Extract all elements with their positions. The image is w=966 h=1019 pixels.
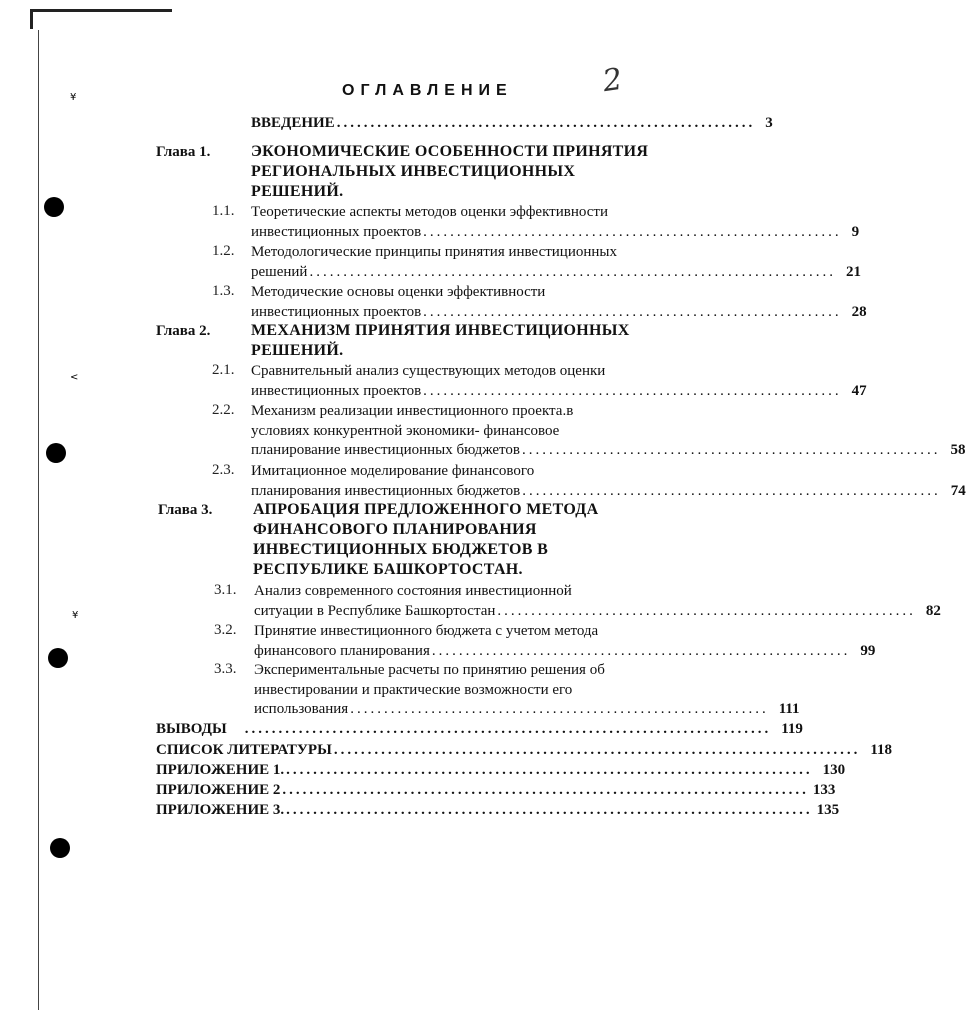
chapter-title-line: РЕШЕНИЙ. bbox=[251, 183, 344, 200]
chapter-title-line: ИНВЕСТИЦИОННЫХ БЮДЖЕТОВ В bbox=[253, 541, 549, 558]
section-line: Теоретические аспекты методов оценки эффективности bbox=[251, 204, 608, 220]
dot-leader: .............................................................................. bbox=[309, 263, 836, 280]
section-entry bbox=[251, 243, 861, 282]
section-number: 1.1. bbox=[212, 203, 235, 219]
section-entry bbox=[251, 462, 966, 501]
scan-speck: ¥ bbox=[72, 610, 79, 621]
dot-leader: .............................................................. bbox=[423, 382, 842, 399]
dot-leader: .............................................................. bbox=[423, 303, 842, 320]
dot-leader: .............................................................................. bbox=[282, 782, 809, 798]
section-number: 2.3. bbox=[212, 462, 235, 478]
section-line: решений bbox=[251, 263, 308, 280]
section-line: инвестиционных проектов bbox=[251, 382, 422, 399]
section-page: 74 bbox=[950, 482, 966, 499]
dot-leader: .............................................................. bbox=[336, 115, 756, 131]
section-line: Экспериментальные расчеты по принятию решения об bbox=[254, 662, 605, 678]
toc-tail-item bbox=[156, 800, 840, 820]
section-line: планирования инвестиционных бюджетов bbox=[251, 482, 521, 499]
dot-leader: .............................................................................. bbox=[286, 762, 813, 778]
section-entry bbox=[254, 582, 941, 621]
punch-hole-3 bbox=[48, 648, 68, 668]
dot-leader: .............................................................................. bbox=[286, 802, 813, 818]
dot-leader: .............................................................................. bbox=[333, 742, 861, 758]
scan-edge-top bbox=[30, 9, 172, 12]
toc-intro-page: 3 bbox=[765, 115, 773, 131]
toc-tail-item bbox=[156, 780, 836, 800]
scan-speck: ¥ bbox=[70, 92, 77, 103]
section-page: 47 bbox=[851, 382, 867, 399]
section-line: планирование инвестиционных бюджетов bbox=[251, 442, 520, 458]
section-entry bbox=[251, 203, 860, 242]
section-line: инвестиционных проектов bbox=[251, 223, 422, 240]
section-line: условиях конкурентной экономики- финансовое bbox=[251, 422, 560, 439]
dot-leader: .............................................................. bbox=[350, 701, 769, 717]
chapter-title-line: МЕХАНИЗМ ПРИНЯТИЯ ИНВЕСТИЦИОННЫХ bbox=[251, 322, 630, 339]
dot-leader: .............................................................. bbox=[522, 482, 941, 499]
chapter-title bbox=[251, 142, 671, 202]
section-line: финансового планирования bbox=[254, 642, 430, 659]
section-line: Принятие инвестиционного бюджета с учетом метода bbox=[254, 623, 599, 639]
section-number: 2.1. bbox=[212, 362, 235, 378]
section-line: Механизм реализации инвестиционного проекта.в bbox=[251, 403, 574, 419]
section-number: 2.2. bbox=[212, 402, 235, 418]
toc-tail-label: ПРИЛОЖЕНИЕ 2 bbox=[156, 782, 281, 798]
chapter-title-line: РЕШЕНИЙ. bbox=[251, 342, 344, 359]
section-line: Методические основы оценки эффективности bbox=[251, 284, 546, 300]
section-page: 58 bbox=[950, 442, 966, 458]
chapter-label: Глава 2. bbox=[156, 323, 211, 339]
dot-leader: .............................................................. bbox=[497, 602, 916, 619]
section-entry bbox=[251, 402, 966, 461]
section-page: 111 bbox=[778, 701, 800, 717]
section-number: 1.2. bbox=[212, 243, 235, 259]
section-page: 9 bbox=[851, 223, 860, 240]
toc-tail-item bbox=[156, 760, 846, 780]
chapter-title-line: РЕГИОНАЛЬНЫХ ИНВЕСТИЦИОННЫХ bbox=[251, 163, 576, 180]
chapter-label: Глава 3. bbox=[158, 502, 213, 518]
toc-tail-page: 135 bbox=[816, 802, 840, 818]
scan-edge-corner bbox=[30, 9, 33, 29]
section-number: 3.2. bbox=[214, 622, 237, 638]
section-page: 82 bbox=[925, 602, 941, 619]
chapter-title-line: РЕСПУБЛИКЕ БАШКОРТОСТАН. bbox=[253, 561, 523, 578]
toc-tail-label: СПИСОК ЛИТЕРАТУРЫ bbox=[156, 742, 332, 758]
toc-tail-page: 119 bbox=[781, 721, 803, 737]
dot-leader: .............................................................. bbox=[431, 642, 851, 659]
punch-hole-1 bbox=[44, 197, 64, 217]
section-page: 99 bbox=[860, 642, 876, 659]
punch-hole-4 bbox=[50, 838, 70, 858]
chapter-title-line: АПРОБАЦИЯ ПРЕДЛОЖЕННОГО МЕТОДА bbox=[253, 501, 599, 518]
toc-intro bbox=[251, 113, 773, 133]
punch-hole-2 bbox=[46, 443, 66, 463]
section-number: 3.3. bbox=[214, 661, 237, 677]
section-entry bbox=[251, 362, 867, 401]
handwritten-page-number: 2 bbox=[600, 61, 625, 100]
toc-tail-item bbox=[156, 719, 803, 739]
dot-leader: .............................................................................. bbox=[244, 721, 772, 737]
chapter-title bbox=[251, 321, 671, 361]
section-page: 28 bbox=[851, 303, 867, 320]
section-line: Имитационное моделирование финансового bbox=[251, 463, 535, 479]
section-entry bbox=[251, 283, 867, 322]
chapter-label: Глава 1. bbox=[156, 144, 211, 160]
section-number: 3.1. bbox=[214, 582, 237, 598]
scan-speck: < bbox=[70, 372, 79, 383]
chapter-title-line: ЭКОНОМИЧЕСКИЕ ОСОБЕННОСТИ ПРИНЯТИЯ bbox=[251, 143, 649, 160]
section-line: Сравнительный анализ существующих методов оценки bbox=[251, 363, 606, 379]
section-line: использования bbox=[254, 701, 349, 717]
toc-tail-page: 133 bbox=[812, 782, 836, 798]
chapter-title bbox=[253, 500, 673, 580]
section-line: Анализ современного состояния инвестиционной bbox=[254, 583, 572, 599]
toc-tail-page: 130 bbox=[822, 762, 846, 778]
section-line: ситуации в Республике Башкортостан bbox=[254, 602, 496, 619]
section-line: инвестировании и практические возможности его bbox=[254, 681, 573, 698]
toc-tail-item bbox=[156, 740, 892, 760]
dot-leader: .............................................................. bbox=[423, 223, 842, 240]
toc-intro-label: ВВЕДЕНИЕ bbox=[251, 115, 335, 131]
scan-edge-left bbox=[38, 30, 39, 1010]
toc-tail-label: ВЫВОДЫ bbox=[156, 721, 227, 737]
chapter-title-line: ФИНАНСОВОГО ПЛАНИРОВАНИЯ bbox=[253, 521, 537, 538]
dot-leader: .............................................................. bbox=[521, 442, 941, 458]
section-line: Методологические принципы принятия инвестиционных bbox=[251, 244, 617, 260]
section-entry bbox=[254, 661, 800, 720]
page-title: ОГЛАВЛЕНИЕ bbox=[342, 82, 513, 99]
section-line: инвестиционных проектов bbox=[251, 303, 422, 320]
section-page: 21 bbox=[845, 263, 861, 280]
toc-tail-label: ПРИЛОЖЕНИЕ 1. bbox=[156, 762, 285, 778]
section-number: 1.3. bbox=[212, 283, 235, 299]
toc-tail-label: ПРИЛОЖЕНИЕ 3. bbox=[156, 802, 285, 818]
section-entry bbox=[254, 622, 876, 661]
toc-tail-page: 118 bbox=[870, 742, 892, 758]
